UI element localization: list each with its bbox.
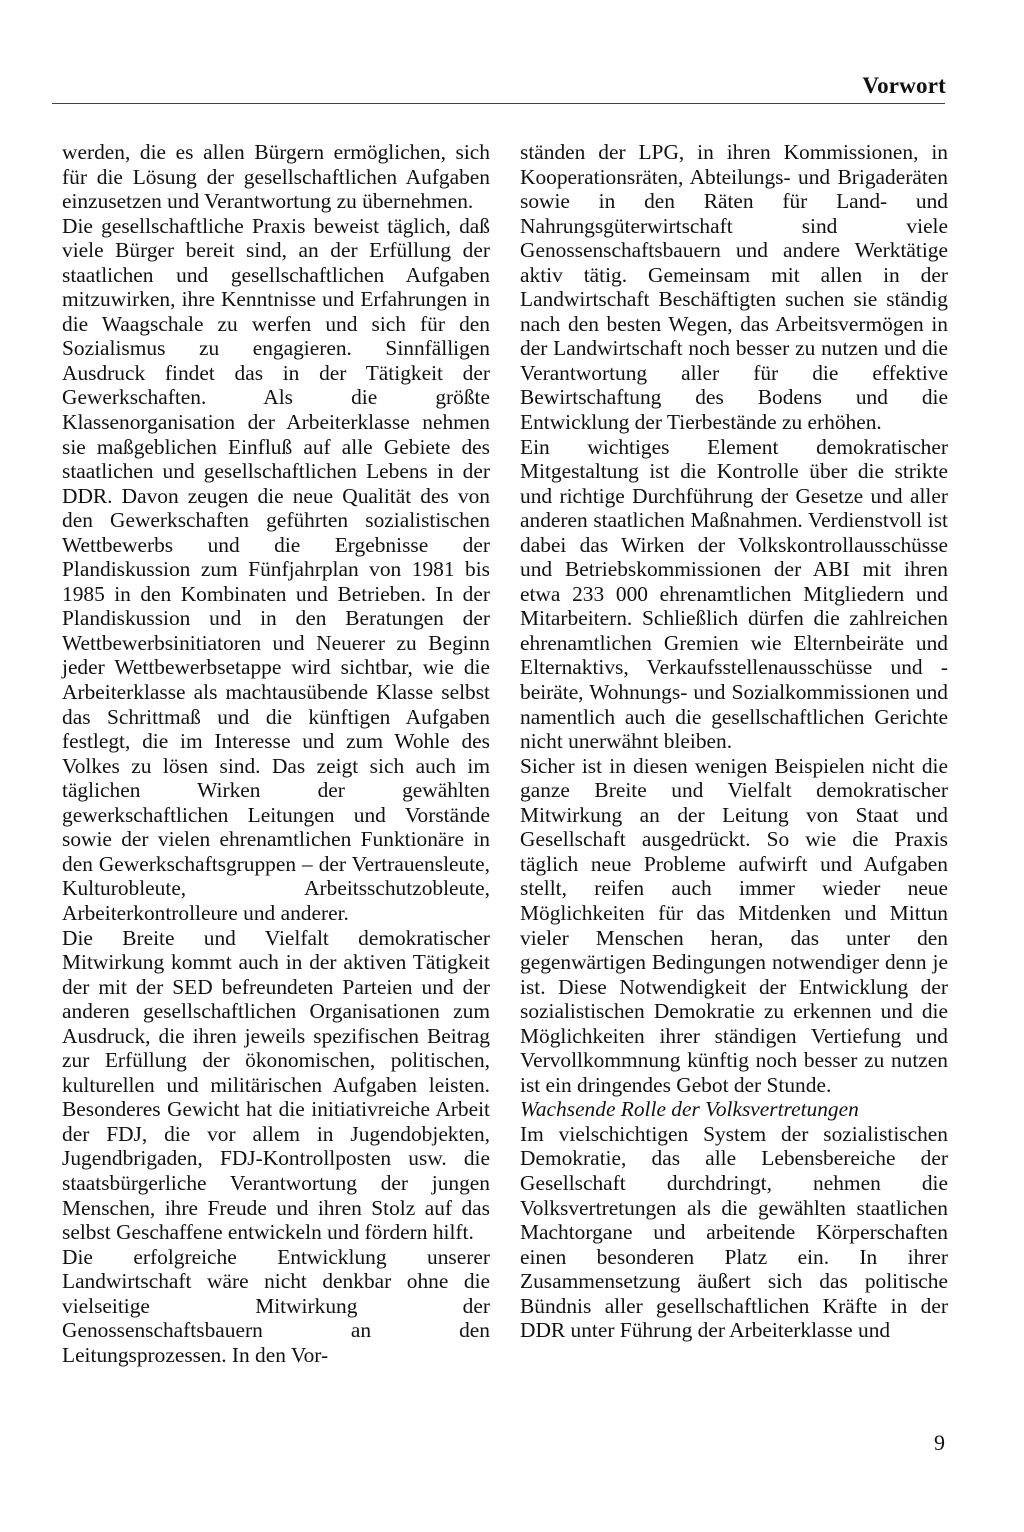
header-rule [52,103,945,104]
paragraph: Die erfolgreiche Entwicklung unserer Landwirtschaft wäre nicht denkbar ohne die vielseitige Mitwirkung der Genossenschaftsbauern an den Leitungsprozessen. In den Vor- [62,1244,490,1367]
right-column [520,140,948,1343]
section-title: Vorwort [862,73,946,98]
paragraph: werden, die es allen Bürgern ermöglichen, sich für die Lösung der gesellschaftlichen Aufgaben einzusetzen und Verantwortung zu übernehmen. [62,140,490,214]
paragraph: Die gesellschaftliche Praxis beweist täglich, daß viele Bürger bereit sind, an der Erfüllung der staatlichen und gesellschaftlichen Aufgaben mitzuwirken, ihre Kenntnisse und Erfahrungen in die Waagschale zu werfen und sich für den Sozialismus zu engagieren. Sinnfälligen Ausdruck findet das in der Tätigkeit der Gewerkschaften. Als die größte Klassenorganisation der Arbeiterklasse nehmen sie maßgeblichen Einfluß auf alle Gebiete des staatlichen und gesellschaftlichen Lebens in der DDR. Davon zeugen die neue Qualität des von den Gewerkschaften geführten sozialistischen Wettbewerbs und die Ergebnisse der Plandiskussion zum Fünfjahrplan von 1981 bis 1985 in den Kombinaten und Betrieben. In der Plandiskussion und in den Beratungen der Wettbewerbsinitiatoren und Neuerer zu Beginn jeder Wettbewerbsetappe wird sichtbar, wie die Arbeiterklasse als machtausübende Klasse selbst das Schrittmaß und die künftigen Aufgaben festlegt, die im Interesse und zum Wohle des Volkes zu lösen sind. Das zeigt sich auch im täglichen Wirken der gewählten gewerkschaftlichen Leitungen und Vorstände sowie der vielen ehrenamtlichen Funktionäre in den Gewerkschaftsgruppen – der Vertrauensleute, Kulturobleute, Arbeitsschutzobleute, Arbeiterkontrolleure und anderer. [62,213,490,925]
paragraph: Ein wichtiges Element demokratischer Mitgestaltung ist die Kontrolle über die strikte und richtige Durchführung der Gesetze und aller anderen staatlichen Maßnahmen. Verdienstvoll ist dabei das Wirken der Volkskontrollausschüsse und Betriebskommissionen der ABI mit ihren etwa 233 000 ehrenamtlichen Mitgliedern und Mitarbeitern. Schließlich dürfen die zahlreichen ehrenamtlichen Gremien wie Elternbeiräte und Elternaktivs, Verkaufsstellenausschüsse und -beiräte, Wohnungs- und Sozialkommissionen und namentlich auch die gesellschaftlichen Gerichte nicht unerwähnt bleiben. [520,434,948,754]
paragraph: Im vielschichtigen System der sozialistischen Demokratie, das alle Lebensbereiche der Gesellschaft durchdringt, nehmen die Volksvertretungen als die gewählten staatlichen Machtorgane und arbeitende Körperschaften einen besonderen Platz ein. In ihrer Zusammensetzung äußert sich das politische Bündnis aller gesellschaftlichen Kräfte in der DDR unter Führung der Arbeiterklasse und [520,1121,948,1343]
paragraph: Sicher ist in diesen wenigen Beispielen nicht die ganze Breite und Vielfalt demokratischer Mitwirkung an der Leitung von Staat und Gesellschaft ausgedrückt. So wie die Praxis täglich neue Probleme aufwirft und Aufgaben stellt, reifen auch immer wieder neue Möglichkeiten für das Mitdenken und Mittun vieler Menschen heran, das unter den gegenwärtigen Bedingungen notwendiger denn je ist. Diese Notwendigkeit der Entwicklung der sozialistischen Demokratie zu erkennen und die Möglichkeiten ihrer ständigen Vertiefung und Vervollkommnung künftig noch besser zu nutzen ist ein dringendes Gebot der Stunde. [520,753,948,1097]
paragraph: Die Breite und Vielfalt demokratischer Mitwirkung kommt auch in der aktiven Tätigkeit der mit der SED befreundeten Parteien und der anderen gesellschaftlichen Organisationen zum Ausdruck, die ihren jeweils spezifischen Beitrag zur Erfüllung der ökonomischen, politischen, kulturellen und militärischen Aufgaben leisten. Besonderes Gewicht hat die initiativreiche Arbeit der FDJ, die vor allem in Jugendobjekten, Jugendbrigaden, FDJ-Kontrollposten usw. die staatsbürgerliche Verantwortung der jungen Menschen, ihre Freude und ihren Stolz auf das selbst Geschaffene entwickeln und fördern hilft. [62,925,490,1245]
subheading: Wachsende Rolle der Volksvertretungen [520,1097,859,1122]
paragraph: ständen der LPG, in ihren Kommissionen, in Kooperationsräten, Abteilungs- und Brigaderäten sowie in den Räten für Land- und Nahrungsgüterwirtschaft sind viele Genossenschaftsbauern und andere Werktätige aktiv tätig. Gemeinsam mit allen in der Landwirtschaft Beschäftigten suchen sie ständig nach den besten Wegen, das Arbeitsvermögen in der Landwirtschaft noch besser zu nutzen und die Verantwortung aller für die effektive Bewirtschaftung des Bodens und die Entwicklung der Tierbestände zu erhöhen. [520,140,948,435]
page-number: 9 [934,1430,945,1455]
left-column [62,140,490,1367]
